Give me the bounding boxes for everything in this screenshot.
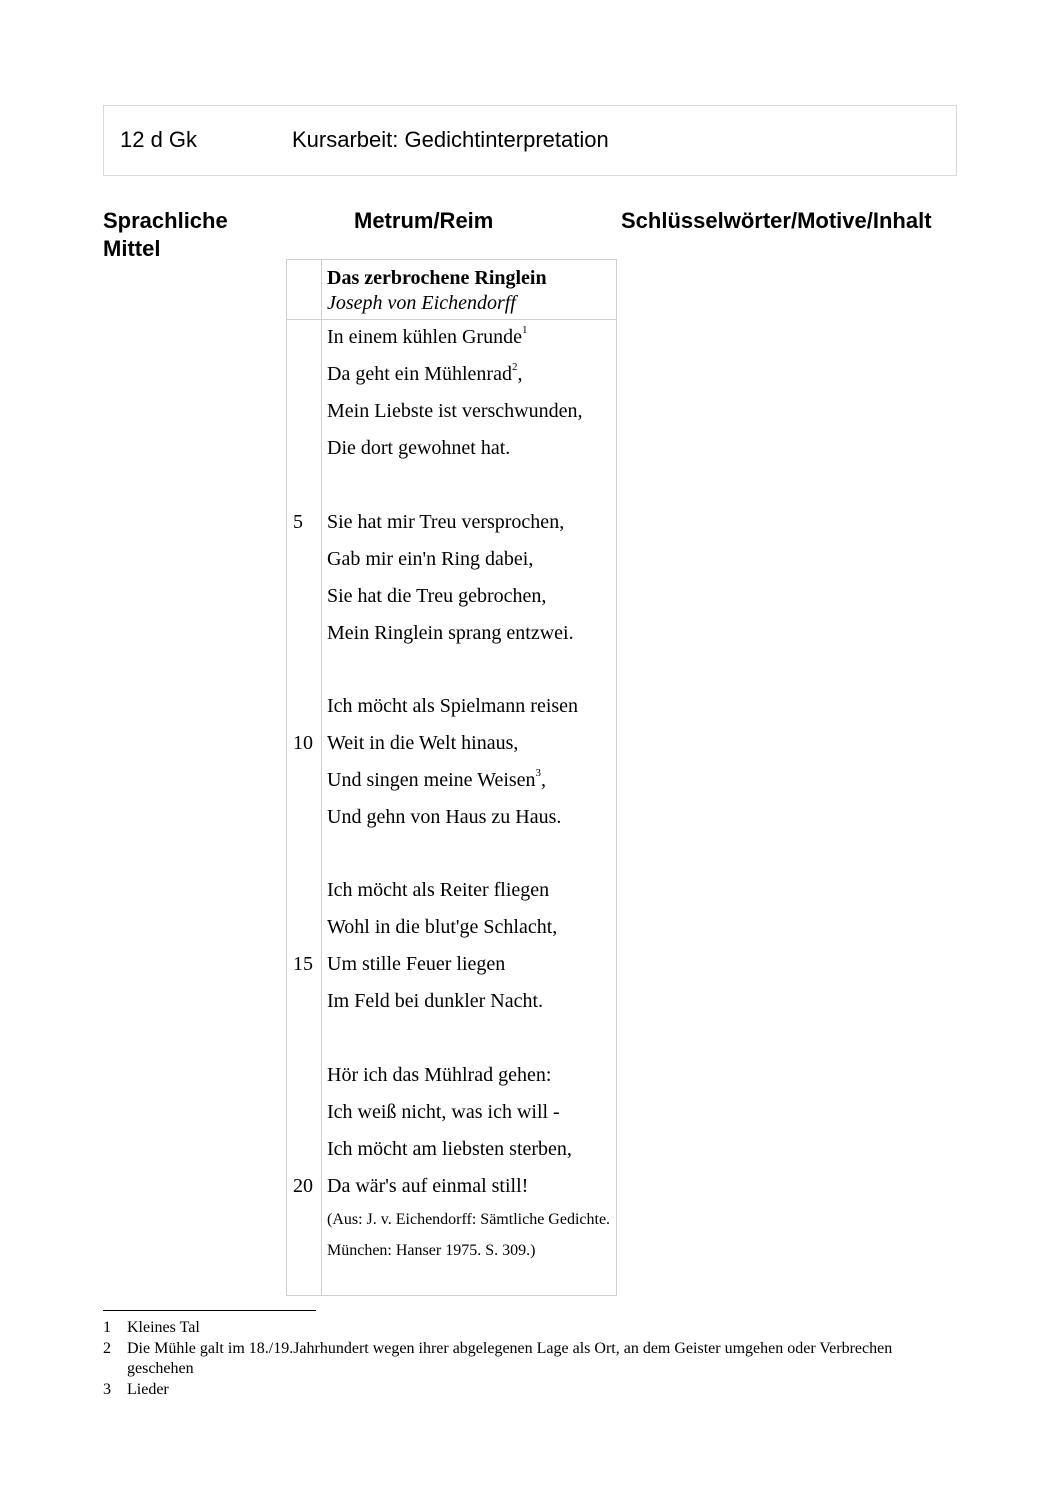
header-box [103, 105, 957, 176]
footnote-separator [103, 1310, 316, 1311]
verse-line-16: Im Feld bei dunkler Nacht. [327, 990, 544, 1012]
verse-line-13: Ich möcht als Reiter fliegen [327, 879, 550, 901]
verse-line-11: Und singen meine Weisen$^3$, [327, 767, 547, 791]
table-divider-vertical [321, 260, 322, 1295]
verse-line-10: Weit in die Welt hinaus, [327, 732, 519, 754]
verse-line-15: Um stille Feuer liegen [327, 953, 506, 975]
poem-table [286, 259, 617, 1296]
footnote-1 [103, 1318, 933, 1338]
poem-title: Das zerbrochene Ringlein [327, 267, 547, 289]
verse-line-8: Mein Ringlein sprang entzwei. [327, 622, 574, 644]
column-heading-keywords: Schlüsselwörter/Motive/Inhalt [621, 208, 932, 233]
footnote-ref-1: 1 [521, 324, 528, 336]
footnote-number: 3 [103, 1381, 111, 1398]
column-heading-meter-rhyme: Metrum/Reim [354, 208, 494, 233]
verse-line-2: Da geht ein Mühlenrad$^2$, [327, 361, 523, 385]
footnote-ref-2: 2 [511, 361, 518, 373]
verse-line-1: In einem kühlen Grunde$^1$ [327, 324, 528, 348]
line-number-10: 10 [293, 732, 313, 754]
footnote-number: 1 [103, 1319, 111, 1336]
verse-line-14: Wohl in die blut'ge Schlacht, [327, 916, 558, 938]
verse-line-17: Hör ich das Mühlrad gehen: [327, 1064, 552, 1086]
verse-line-19: Ich möcht am liebsten sterben, [327, 1138, 572, 1160]
poem-author: Joseph von Eichendorff [327, 292, 516, 314]
verse-line-20: Da wär's auf einmal still! [327, 1175, 529, 1197]
column-heading-stylistic-devices: Sprachliche Mittel [103, 208, 228, 261]
footnote-2 [103, 1339, 933, 1379]
verse-line-4: Die dort gewohnet hat. [327, 437, 511, 459]
verse-line-7: Sie hat die Treu gebrochen, [327, 585, 547, 607]
exam-title: Kursarbeit: Gedichtinterpretation [292, 127, 609, 152]
table-divider-horizontal [287, 319, 616, 320]
verse-line-12: Und gehn von Haus zu Haus. [327, 806, 562, 828]
footnote-3 [103, 1380, 933, 1400]
verse-line-6: Gab mir ein'n Ring dabei, [327, 548, 534, 570]
verse-line-3: Mein Liebste ist verschwunden, [327, 400, 583, 422]
poem-source: (Aus: J. v. Eichendorff: Sämtliche Gedichte. München: Hanser 1975. S. 309.) [327, 1211, 611, 1259]
verse-line-9: Ich möcht als Spielmann reisen [327, 695, 579, 717]
line-number-15: 15 [293, 953, 313, 975]
line-number-5: 5 [293, 511, 303, 533]
verse-line-5: Sie hat mir Treu versprochen, [327, 511, 565, 533]
class-label: 12 d Gk [120, 127, 198, 152]
verse-line-18: Ich weiß nicht, was ich will - [327, 1101, 560, 1123]
footnote-ref-3: 3 [535, 767, 542, 779]
footnote-number: 2 [103, 1340, 111, 1357]
footnote-text: Die Mühle galt im 18./19.Jahrhundert wegen ihrer abgelegenen Lage als Ort, an dem Geister umgehen oder Verbrechen geschehen [127, 1340, 893, 1377]
line-number-20: 20 [293, 1175, 313, 1197]
footnote-text: Kleines Tal [127, 1319, 200, 1336]
footnotes [103, 1318, 933, 1401]
footnote-text: Lieder [127, 1381, 169, 1398]
